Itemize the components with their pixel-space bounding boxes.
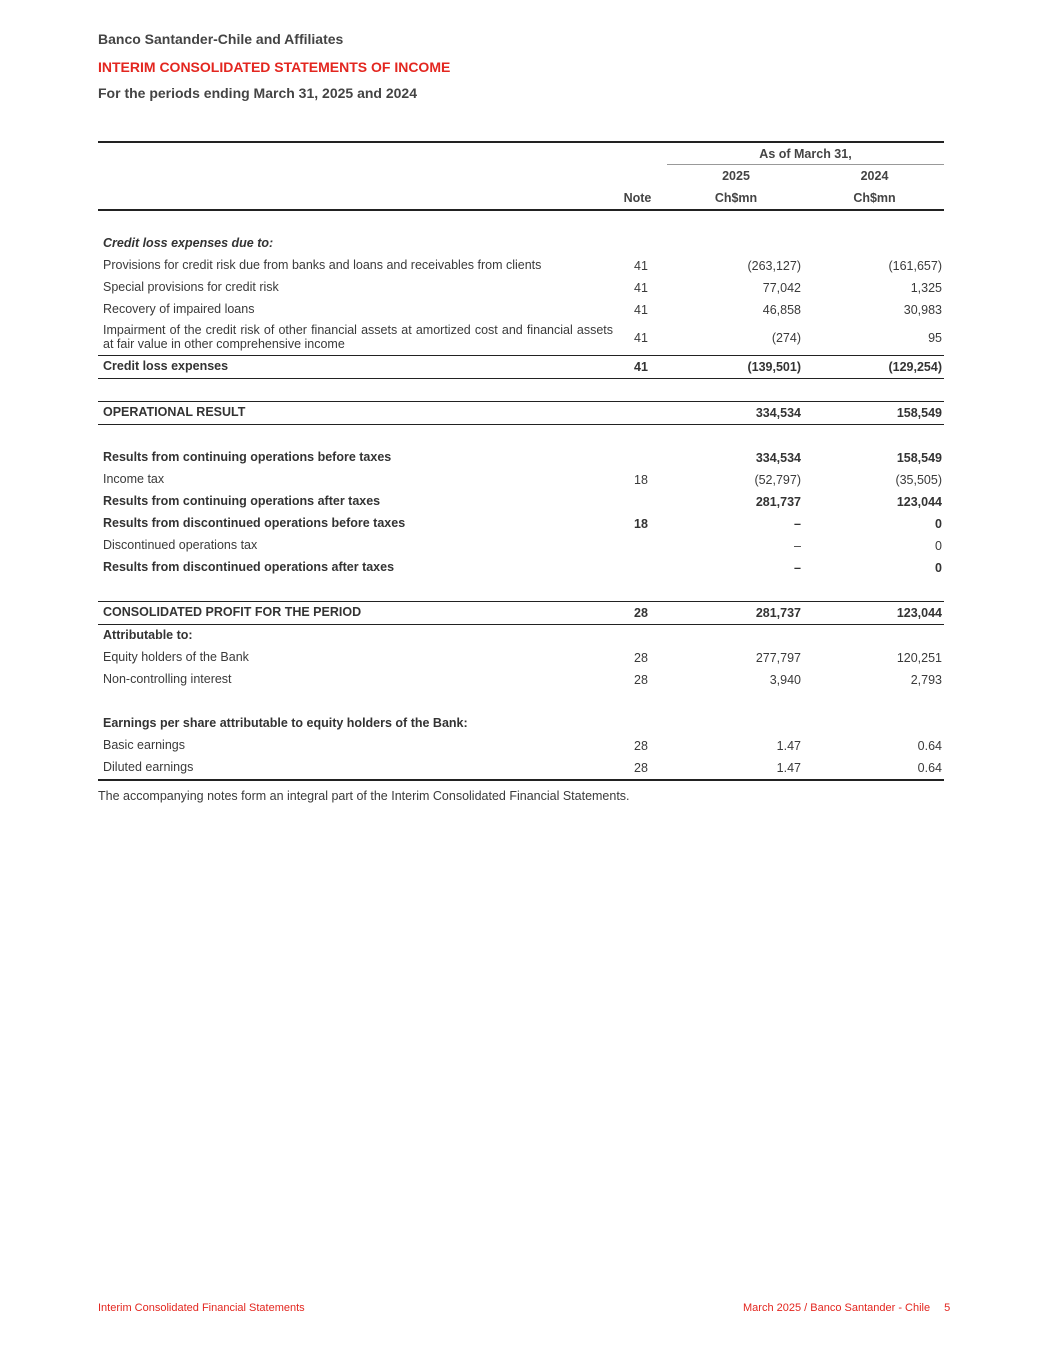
page-number: 5 bbox=[944, 1302, 951, 1314]
unit-2024-header: Ch$mn bbox=[853, 191, 896, 205]
period-subtitle: For the periods ending March 31, 2025 and 2024 bbox=[98, 85, 417, 101]
table-row: Credit loss expenses 41 (139,501) (129,254) bbox=[98, 356, 944, 379]
table-row: Non-controlling interest 28 3,940 2,793 bbox=[103, 672, 942, 687]
table-row: Earnings per share attributable to equity holders of the Bank: bbox=[103, 716, 468, 731]
table-row: Basic earnings 28 1.47 0.64 bbox=[103, 738, 942, 753]
table-row: Results from discontinued operations after taxes – 0 bbox=[103, 560, 942, 575]
unit-2025-header: Ch$mn bbox=[714, 191, 758, 205]
statement-title: INTERIM CONSOLIDATED STATEMENTS OF INCOME bbox=[98, 59, 451, 75]
as-of-header: As of March 31, bbox=[667, 147, 944, 165]
note-header: Note bbox=[623, 191, 652, 205]
year-2025-header: 2025 bbox=[722, 169, 750, 183]
table-row: Recovery of impaired loans 41 46,858 30,983 bbox=[103, 302, 942, 317]
income-statement-table bbox=[98, 141, 944, 781]
table-row: Results from continuing operations after taxes 281,737 123,044 bbox=[103, 494, 942, 509]
table-row: Income tax 18 (52,797) (35,505) bbox=[103, 472, 942, 487]
table-row: CONSOLIDATED PROFIT FOR THE PERIOD 28 281,737 123,044 bbox=[98, 602, 944, 625]
table-row: Attributable to: bbox=[103, 628, 193, 643]
year-2024-header: 2024 bbox=[860, 169, 889, 183]
table-row: Results from continuing operations before taxes 334,534 158,549 bbox=[103, 450, 942, 465]
column-header bbox=[98, 143, 944, 211]
table-row: Results from discontinued operations before taxes 18 – 0 bbox=[103, 516, 942, 531]
table-row: Provisions for credit risk due from banks and loans and receivables from clients 41 (263,127) (161,657) bbox=[103, 258, 942, 273]
table-row: OPERATIONAL RESULT 334,534 158,549 bbox=[98, 402, 944, 425]
table-row: Discontinued operations tax – 0 bbox=[103, 538, 942, 553]
company-name: Banco Santander-Chile and Affiliates bbox=[98, 31, 344, 47]
table-row: Diluted earnings 28 1.47 0.64 bbox=[98, 757, 944, 781]
footer-right bbox=[743, 1302, 950, 1314]
footer-left: Interim Consolidated Financial Statements bbox=[98, 1302, 305, 1314]
table-row: Equity holders of the Bank 28 277,797 120,251 bbox=[103, 650, 942, 665]
footer-right-text: March 2025 / Banco Santander - Chile bbox=[743, 1302, 931, 1314]
footnote: The accompanying notes form an integral part of the Interim Consolidated Financial Statements. bbox=[98, 789, 630, 803]
table-row: Special provisions for credit risk 41 77,042 1,325 bbox=[103, 280, 942, 295]
table-row: Impairment of the credit risk of other financial assets at amortized cost and financial assets at fair value in other comprehensive income 41 (274) 95 bbox=[98, 321, 944, 356]
table-row: Credit loss expenses due to: bbox=[103, 236, 274, 251]
